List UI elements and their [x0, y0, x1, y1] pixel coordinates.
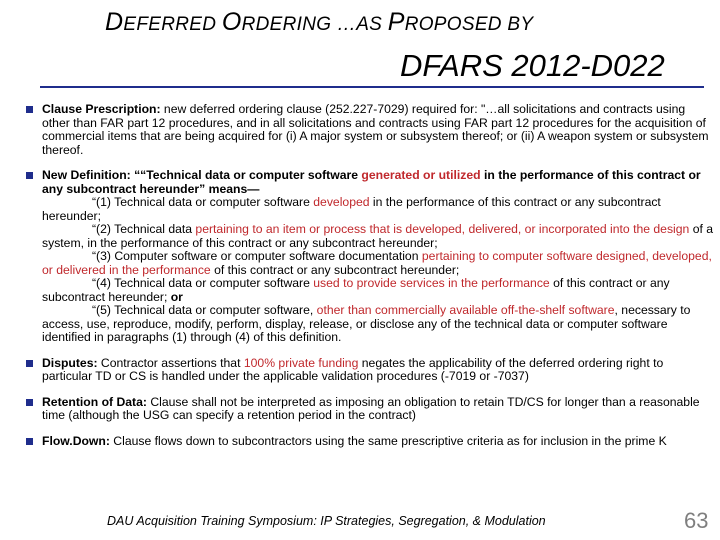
- bullet-clause-prescription: [26, 103, 716, 157]
- bullet-list: [26, 103, 716, 460]
- bullet-retention-of-data: [26, 396, 716, 423]
- definition-item-3: “(3) Computer software or computer software documentation pertaining to computer software designed, developed, or delivered in the performance of this contract or any subcontract hereunder;: [42, 249, 712, 277]
- page-number: 63: [684, 508, 709, 533]
- definition-item-2: “(2) Technical data pertaining to an item or process that is developed, delivered, or incorporated into the design of a system, in the performance of this contract or any subcontract hereunder;: [42, 222, 714, 250]
- definition-item-1: “(1) Technical data or computer software developed in the performance of this contract or any subcontract hereunder;: [42, 195, 661, 223]
- bullet-square-icon: [26, 438, 33, 445]
- slide-title-line-1: DEFERRED ORDERING …AS PROPOSED BY: [105, 8, 534, 36]
- bullet-square-icon: [26, 360, 33, 367]
- definition-intro: New Definition: ““Technical data or computer software generated or utilized in the performance of this contract or any subcontract hereunder” means—: [42, 168, 701, 196]
- bullet-text: new deferred ordering clause (252.227-7029) required for: "…all solicitations and contracts using other than FAR part 12 procedures, and in all solicitations and contracts using FAR part 12 procedures for the acquisition of commercial items that are being acquired for (i) A major system or subsystem thereof; or (ii) A weapon system or subsystem thereof.: [42, 102, 709, 157]
- bullet-new-definition: [26, 169, 716, 345]
- title-divider: [40, 86, 704, 88]
- bullet-label: Flow.Down:: [42, 433, 110, 448]
- bullet-flow-down: [26, 435, 716, 449]
- bullet-label: Disputes:: [42, 355, 98, 370]
- definition-item-5: “(5) Technical data or computer software, other than commercially available off-the-shelf software, necessary to access, use, reproduce, modify, perform, display, release, or disclose any of the technical data or computer software identified in paragraphs (1) through (4) of this definition.: [42, 303, 691, 344]
- bullet-disputes: Disputes: Contractor assertions that 100% private funding negates the applicability of the deferred ordering right to particular TD or CS is handled under the applicable validation procedures (-7019 or -7037): [26, 357, 716, 384]
- footer-caption: DAU Acquisition Training Symposium: IP Strategies, Segregation, & Modulation: [107, 514, 546, 528]
- bullet-square-icon: [26, 106, 33, 113]
- definition-item-4: “(4) Technical data or computer software used to provide services in the performance of this contract or any subcontract hereunder; or: [42, 276, 670, 304]
- bullet-label: Clause Prescription:: [42, 102, 161, 116]
- slide-title-line-2: DFARS 2012-D022: [400, 48, 665, 83]
- bullet-text: Clause shall not be interpreted as imposing an obligation to retain TD/CS for longer than a reasonable time (although the USG can specify a retention period in the contract): [42, 394, 700, 422]
- bullet-square-icon: [26, 399, 33, 406]
- bullet-label: Retention of Data:: [42, 394, 147, 409]
- bullet-text: Clause flows down to subcontractors using the same prescriptive criteria as for inclusion in the prime K: [109, 433, 667, 448]
- bullet-square-icon: [26, 172, 33, 179]
